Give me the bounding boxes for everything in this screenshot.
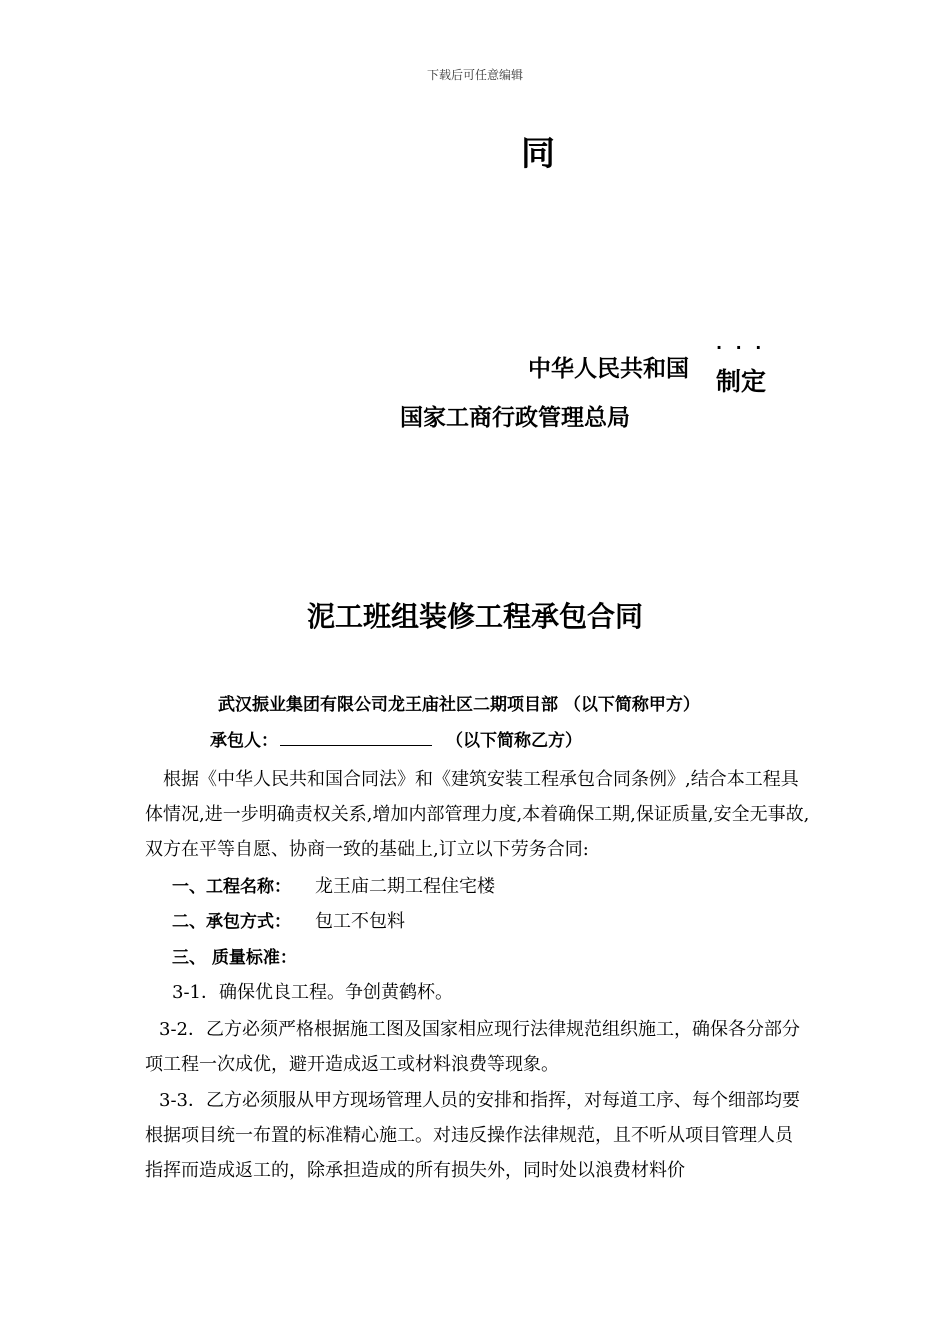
item-quality-standard [172,943,297,968]
cover-title-char: 同 [521,134,555,174]
party-b-blank-field [280,727,432,746]
item-value: 包工不包料 [315,911,405,932]
issuer-line-1-partial: · · · [716,338,766,357]
party-a-line: 武汉振业集团有限公司龙王庙社区二期项目部 （以下简称甲方） [218,695,700,715]
clause-3-1: 3-1．确保优良工程。争创黄鹤杯。 [172,982,453,1003]
intro-paragraph: 根据《中华人民共和国合同法》和《建筑安装工程承包合同条例》,结合本工程具体情况,进一步明确责权关系,增加内部管理力度,本着确保工期,保证质量,安全无事故,双方在平等自愿、协商一致的基础上,订立以下劳务合同: [145,769,810,860]
issuer-line-1-suffix: 制定 [716,367,767,396]
clause-3-2: 3-2．乙方必须严格根据施工图及国家相应现行法律规范组织施工，确保各分部分项工程一次成优，避开造成返工或材料浪费等现象。 [145,1019,800,1075]
issuer-line-2: 国家工商行政管理总局 [400,405,630,431]
item-value: 龙王庙二期工程住宅楼 [315,876,495,897]
item-label: 一、工程名称： [172,877,291,897]
party-b-suffix: （以下简称乙方） [446,731,582,751]
contract-title: 泥工班组装修工程承包合同 [306,600,643,633]
item-project-name [172,872,495,898]
party-b-line [210,726,582,751]
item-label: 三、 质量标准： [172,948,297,968]
item-label: 二、承包方式： [172,912,291,932]
header-note: 下载后可任意编辑 [426,68,523,82]
issuer-line-1: 中华人民共和国 [528,356,689,382]
party-b-label: 承包人： [210,731,278,751]
item-contract-mode [172,907,405,933]
clause-3-3: 3-3．乙方必须服从甲方现场管理人员的安排和指挥，对每道工序、每个细部均要根据项目统一布置的标准精心施工。对违反操作法律规范，且不听从项目管理人员指挥而造成返工的，除承担造成的所有损失外，同时处以浪费材料价 [145,1090,800,1181]
